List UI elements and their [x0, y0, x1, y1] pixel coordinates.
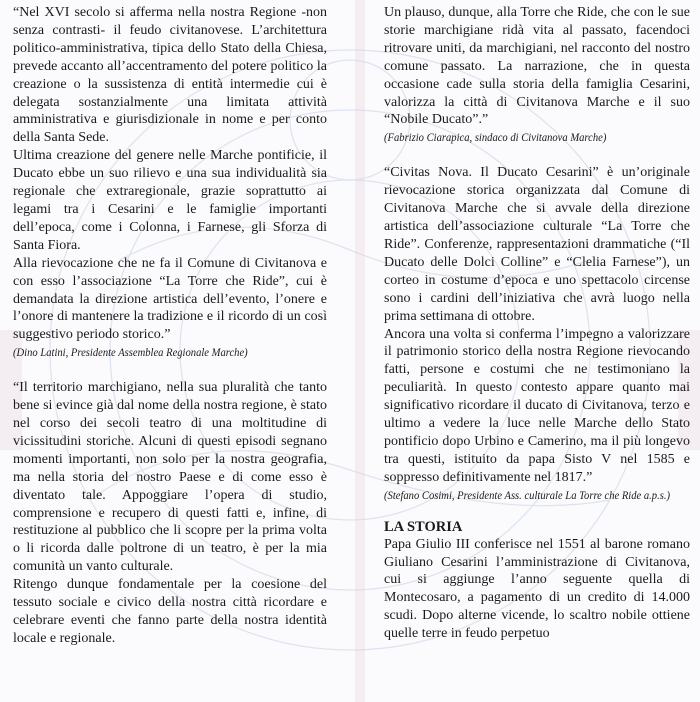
section-heading-la-storia: LA STORIA [384, 518, 463, 535]
quote1-paragraph-3: Alla rievocazione che ne fa il Comune di Civitanova e con esso l’associazione “La Torre che Ride”, cui è demandata la direzione artistica dell’evento, l’onere e l’onore di mantenere la tradizione e il ricordo di un così suggestivo periodo storico.” [13, 255, 327, 343]
quote3-paragraph-2: Ancora una volta si conferma l’impegno a valorizzare il patrimonio storico della nostra Regione rievocando fatti, persone e costumi che ne testimoniano la peculiarità. In questo contesto appare quanto mai significativo ricordare il ducato di Civitanova, terzo e ultimo a vedere la luce nelle Marche dello Stato pontificio dopo Urbino e Camerino, ma il più longevo tra questi, istituito da papa Sisto V nel 1585 e soppresso definitivamente nel 1817.” [384, 326, 690, 485]
quote2-continuation: Un plauso, dunque, alla Torre che Ride, che con le sue storie marchigiane ridà vita al passato, facendoci ritrovare uniti, da marchigiani, nel racconto del nostro comune passato. La narrazione, che in questa occasione cade sulla storia della famiglia Cesarini, valorizza la città di Civitanova Marche e il suo “Nobile Ducato”.” [384, 5, 690, 128]
storia-paragraph: Papa Giulio III conferisce nel 1551 al barone romano Giuliano Cesarini l’amministrazione di Civitanova, cui si aggiunge l’anno seguente quella di Montecosaro, a pagamento di un credito di 14.000 scudi. Dopo alterne vicende, lo scaltro nobile ottiene quelle terre in feudo perpetuo [384, 536, 690, 642]
signature-ciarapica: (Fabrizio Ciarapica, sindaco di Civitanova Marche) [384, 132, 607, 145]
quote2-paragraph-2: Ritengo dunque fondamentale per la coesione del tessuto sociale e civico della nostra città ricordare e celebrare eventi che fanno parte della nostra identità locale e regionale. [13, 577, 327, 646]
left-column [13, 4, 327, 648]
quote3-paragraph-1: “Civitas Nova. Il Ducato Cesarini” è un’originale rievocazione storica organizzata dal Comune di Civitanova Marche che si avvale della direzione artistica dell’associazione culturale “La Torre che Ride”. Conferenze, rappresentazioni drammatiche (“Il Ducato delle Dolci Colline” e “Clelia Farnese”), un corteo in costume d’epoca e uno spettacolo circense sono i cardini dell’iniziativa che avrà luogo nella prima settimana di ottobre. [384, 165, 690, 324]
right-column [384, 4, 690, 643]
quote2-paragraph-1: “Il territorio marchigiano, nella sua pluralità che tanto bene si evince già dal nome della nostra regione, è stato nel corso dei secoli teatro di una moltitudine di vicissitudini storiche. Alcuni di questi episodi segnano momenti importanti, non solo per la nostra geografia, ma nella storia del nostro Paese e di come esso è diventato tale. Appoggiare l’opera di studio, comprensione e recupero di questi fatti e, infine, di restituzione al pubblico che li scopre per la prima volta o li ricorda dalle poltrone di un teatro, è per la mia comunità un vanto culturale. [13, 380, 327, 575]
signature-latini: (Dino Latini, Presidente Assemblea Regionale Marche) [13, 347, 248, 360]
quote1-paragraph-1: “Nel XVI secolo si afferma nella nostra Regione -non senza contrasti- il feudo civitanovese. L’architettura politico-amministrativa, tipica dello Stato della Chiesa, prevede accanto all’accentramento del potere politico la creazione o la sussistenza di entità intermedie cui è delegata sostanzialmente una limitata attività amministrativa e giurisdizionale in nome e per conto della Santa Sede. [13, 5, 327, 146]
signature-cosimi: (Stefano Cosimi, Presidente Ass. culturale La Torre che Ride a.p.s.) [384, 489, 671, 502]
quote1-paragraph-2: Ultima creazione del genere nelle Marche pontificie, il Ducato ebbe un suo rilievo e una sua individualità sia regionale che extraregionale, grazie soprattutto ai legami tra i Cesarini e le famiglie importanti dell’epoca, come i Colonna, i Farnese, gli Sforza di Santa Fiora. [13, 148, 327, 253]
